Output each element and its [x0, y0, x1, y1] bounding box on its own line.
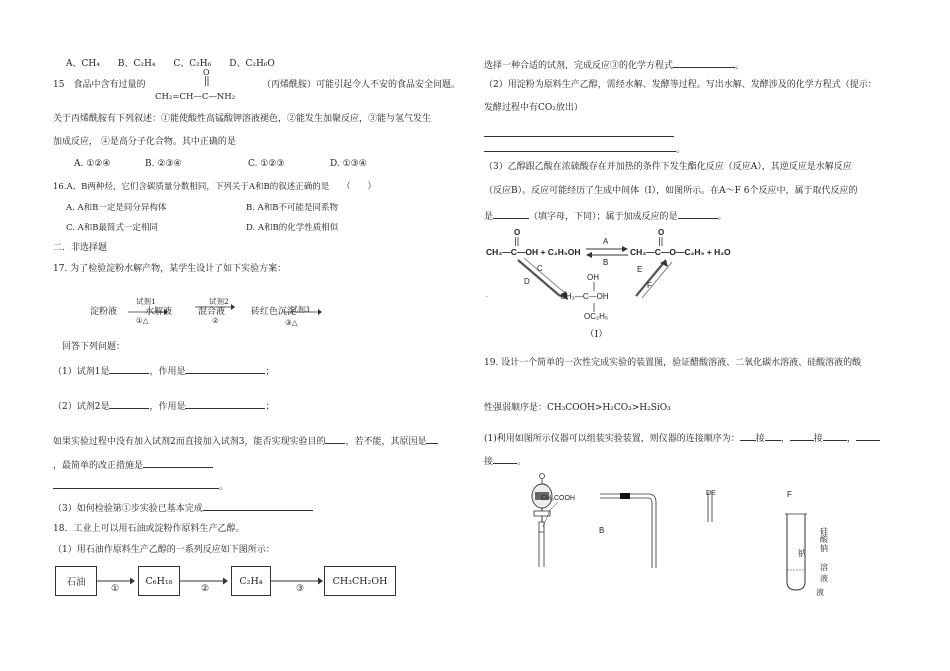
q15-option-b: B. ②③④ [145, 159, 182, 169]
flow-reagent-2: 试剂2 [209, 297, 229, 306]
answer-blank[interactable] [740, 432, 756, 441]
answer-blank[interactable] [678, 210, 718, 219]
scheme-dot: . [486, 292, 488, 299]
answer-blank[interactable] [426, 435, 438, 444]
tube-label-side: 硅酸钠 [820, 527, 828, 553]
flow-box-ethanol: CH₃CH₂OH [324, 566, 396, 596]
scheme-label-f: F [647, 281, 652, 290]
q15-option-a: A. ①②④ [74, 159, 111, 169]
r-line6-a: 是 [484, 212, 494, 222]
q14-options: A、CH₄ B、C₂H₄ C、C₂H₆ D、C₂H₆O [66, 59, 275, 69]
q17-stem: 17. 为了检验淀粉水解产物，某学生设计了如下实验方案： [53, 264, 287, 274]
q19-line1: 19. 设计一个简单的一次性完成实验的装置图，验证醋酸溶液、二氧化碳水溶液、硅酸溶液的酸 [484, 358, 862, 368]
r-answer-line2: 。 [484, 143, 685, 156]
scheme-left: CH₃—C—OH + C₂H₅OH [486, 247, 581, 257]
q17-part2: （2）试剂2是 ，作用是 ； [53, 402, 275, 412]
test-tube-apparatus [781, 514, 811, 594]
q17-if-line2 [53, 459, 213, 472]
apparatus-b-label: B [599, 526, 605, 535]
scheme-equilibrium-arrows [586, 246, 628, 258]
flow-step-1: ① [111, 584, 120, 594]
scheme-right-o: O [658, 228, 665, 237]
q19-line3-text: (1)利用如图所示仪器可以组装实验装置，则仪器的连接顺序为： [484, 434, 740, 444]
q19-end: 。 [517, 457, 527, 467]
q16-stem: 16.A、B两种烃，它们含碳质量分数相同，下列关于A和B的叙述正确的是 （ ） [53, 182, 377, 192]
answer-blank[interactable] [484, 128, 674, 137]
answer-blank[interactable] [790, 432, 814, 441]
scheme-intermediate-label: （Ⅰ） [585, 329, 608, 340]
r-line6-b: （填字母，下同）；属于加成反应的是 [529, 212, 678, 222]
q19-line2: 性强弱顺序是：CH₃COOH>H₂CO₃>H₂SiO₃ [484, 403, 671, 413]
flow-starch: 淀粉液 [90, 307, 118, 317]
q15-suffix: （丙烯酰胺）可能引起令人不安的食品安全问题。 [262, 80, 461, 90]
answer-blank[interactable] [53, 480, 219, 489]
tube-label-side-2: 溶 [820, 563, 828, 572]
r-answer-line1 [484, 128, 674, 141]
q17-part3 [53, 502, 313, 515]
scheme-label-a: A [603, 237, 609, 246]
r-line2: （2）用淀粉为原料生产乙醇，需经水解、发酵等过程。写出水解、发酵涉及的化学方程式（提示： [484, 80, 877, 90]
q15-double-bond [204, 76, 210, 88]
q19-jie-3: 接 [484, 457, 494, 467]
flow-cond-3: ③△ [285, 318, 298, 327]
r-line3: 发酵过程中有CO₂放出） [484, 103, 583, 113]
q15-line3: 加成反应， ④是高分子化合物。其中正确的是 [53, 137, 236, 147]
scheme-mid: CH₃—C—OH [560, 292, 609, 301]
answer-blank[interactable] [493, 210, 529, 219]
answer-blank[interactable] [823, 432, 847, 441]
scheme-right-double-bond [658, 237, 664, 247]
q19-line4 [484, 455, 526, 468]
q16-option-a: A. A和B一定是同分异构体 [66, 203, 167, 213]
q17-ask: 回答下列问题： [62, 342, 126, 352]
flow-hydrolysate: 水解液 [145, 307, 173, 317]
q17-part1: （1）试剂1是 ，作用是 ； [53, 367, 275, 377]
q17-part1-b: ，作用是 [149, 367, 186, 377]
flow-precipitate: 砖红色沉淀 [251, 307, 297, 317]
scheme-label-c: C [537, 264, 543, 273]
answer-blank[interactable] [185, 400, 265, 409]
q15-line2: 关于丙烯酰胺有下列叙述：①能使酸性高锰酸钾溶液褪色，②能发生加聚反应，③能与氢气发生 [53, 114, 432, 124]
q19-jie-1: 接 [755, 434, 765, 444]
answer-blank[interactable] [765, 432, 781, 441]
bent-tube-apparatus [598, 490, 668, 570]
flow-reagent-1: 试剂1 [136, 297, 156, 306]
answer-blank[interactable] [484, 143, 676, 152]
flow-box-c6h18: C₆H₁₈ [138, 566, 180, 596]
q15-option-c: C. ①②③ [248, 159, 285, 169]
q16-option-c: C. A和B最简式一定相同 [66, 223, 158, 233]
r-line6: 是 （填字母，下同）；属于加成反应的是 。 [484, 212, 727, 222]
q18-stem: 18．工业上可以用石油或淀粉作原料生产乙醇。 [53, 524, 245, 534]
answer-blank[interactable] [203, 502, 313, 511]
scheme-mid-bottom: OC₂H₅ [584, 312, 609, 321]
answer-blank[interactable] [325, 435, 345, 444]
r-line5: （反应B）。反应可能经历了生成中间体（I），如图所示。在A～F 6个反应中，属于取代反应的 [484, 186, 858, 196]
answer-blank[interactable] [109, 400, 149, 409]
scheme-left-o: O [514, 228, 521, 237]
section-heading: 二．非选择题 [53, 243, 108, 253]
answer-blank[interactable] [143, 459, 213, 468]
r-line1-text: 选择一种合适的试剂，完成反应③的化学方程式 [484, 61, 674, 71]
q17-part3-text: （3）如何检验第①步实验已基本完成 [53, 504, 203, 514]
q15-option-d: D. ①③④ [330, 159, 367, 169]
separatory-funnel-apparatus [522, 472, 582, 572]
flow-step-2: ② [201, 584, 210, 594]
scheme-label-e: E [637, 265, 643, 274]
answer-blank[interactable] [109, 365, 149, 374]
flow-reagent-3: 试剂3 [290, 305, 310, 314]
q15-structure: CH₂=CH—C—NH₂ [155, 92, 236, 102]
q17-if-text1: 如果实验过程中没有加入试剂2而直接加入试剂3，能否实现实验目的 [53, 437, 326, 447]
q17-part2-a: （2）试剂2是 [53, 402, 110, 412]
q17-if-text3: ，最简单的改正措施是 [53, 461, 144, 471]
q15-structure-o: O [203, 68, 210, 77]
funnel-label: CH₃COOH [541, 495, 575, 502]
r-line4: （3）乙醇跟乙酸在浓硫酸存在并加热的条件下发生酯化反应（反应A），其逆反应是水解反应 [484, 162, 852, 172]
apparatus-de-label: DE [706, 490, 716, 497]
q16-option-d: D. A和B的化学性质相似 [246, 223, 339, 233]
tube-label-side-3: 液 [820, 574, 828, 583]
apparatus-f-label: F [787, 490, 792, 499]
q17-if-line1 [53, 435, 438, 448]
flow-mixture: 混合液 [198, 307, 226, 317]
scheme-label-d: D [524, 277, 530, 286]
flow-cond-1: ①△ [136, 316, 149, 325]
q16-option-b: B. A和B不可能是同系物 [246, 203, 339, 213]
scheme-right: CH₃—C—O—C₂H₅ + H₂O [630, 247, 731, 257]
flow-cond-2: ② [212, 316, 219, 325]
scheme-left-double-bond [514, 237, 520, 247]
flow-box-petroleum: 石油 [55, 566, 97, 596]
q19-jie-2: 接 [813, 434, 823, 444]
answer-blank[interactable] [673, 59, 735, 68]
q17-if-text2: ，若不能，其原因是 [345, 437, 427, 447]
tube-label-bottom: 液 [816, 588, 824, 597]
q15-prefix: 15 食品中含有过量的 [53, 80, 146, 90]
q17-part2-b: ，作用是 [149, 402, 186, 412]
answer-blank[interactable] [185, 365, 265, 374]
q18-part1: （1）用石油作原料生产乙醇的一系列反应如下图所示： [53, 545, 275, 555]
r-line1: 选择一种合适的试剂，完成反应③的化学方程式 。 [484, 61, 745, 71]
answer-blank[interactable] [856, 432, 880, 441]
answer-blank[interactable] [493, 455, 517, 464]
tube-label-left: 钠 [798, 549, 806, 558]
flow-box-c2h4: C₂H₄ [231, 566, 271, 596]
scheme-label-b: B [603, 258, 609, 267]
flow-step-3: ③ [296, 584, 305, 594]
scheme-mid-oh: OH [587, 273, 599, 282]
q17-if-line3: 。 [53, 480, 228, 493]
q17-part1-a: （1）试剂1是 [53, 367, 110, 377]
q19-line3: (1)利用如图所示仪器可以组装实验装置，则仪器的连接顺序为： 接 ， 接 ， [484, 432, 880, 445]
